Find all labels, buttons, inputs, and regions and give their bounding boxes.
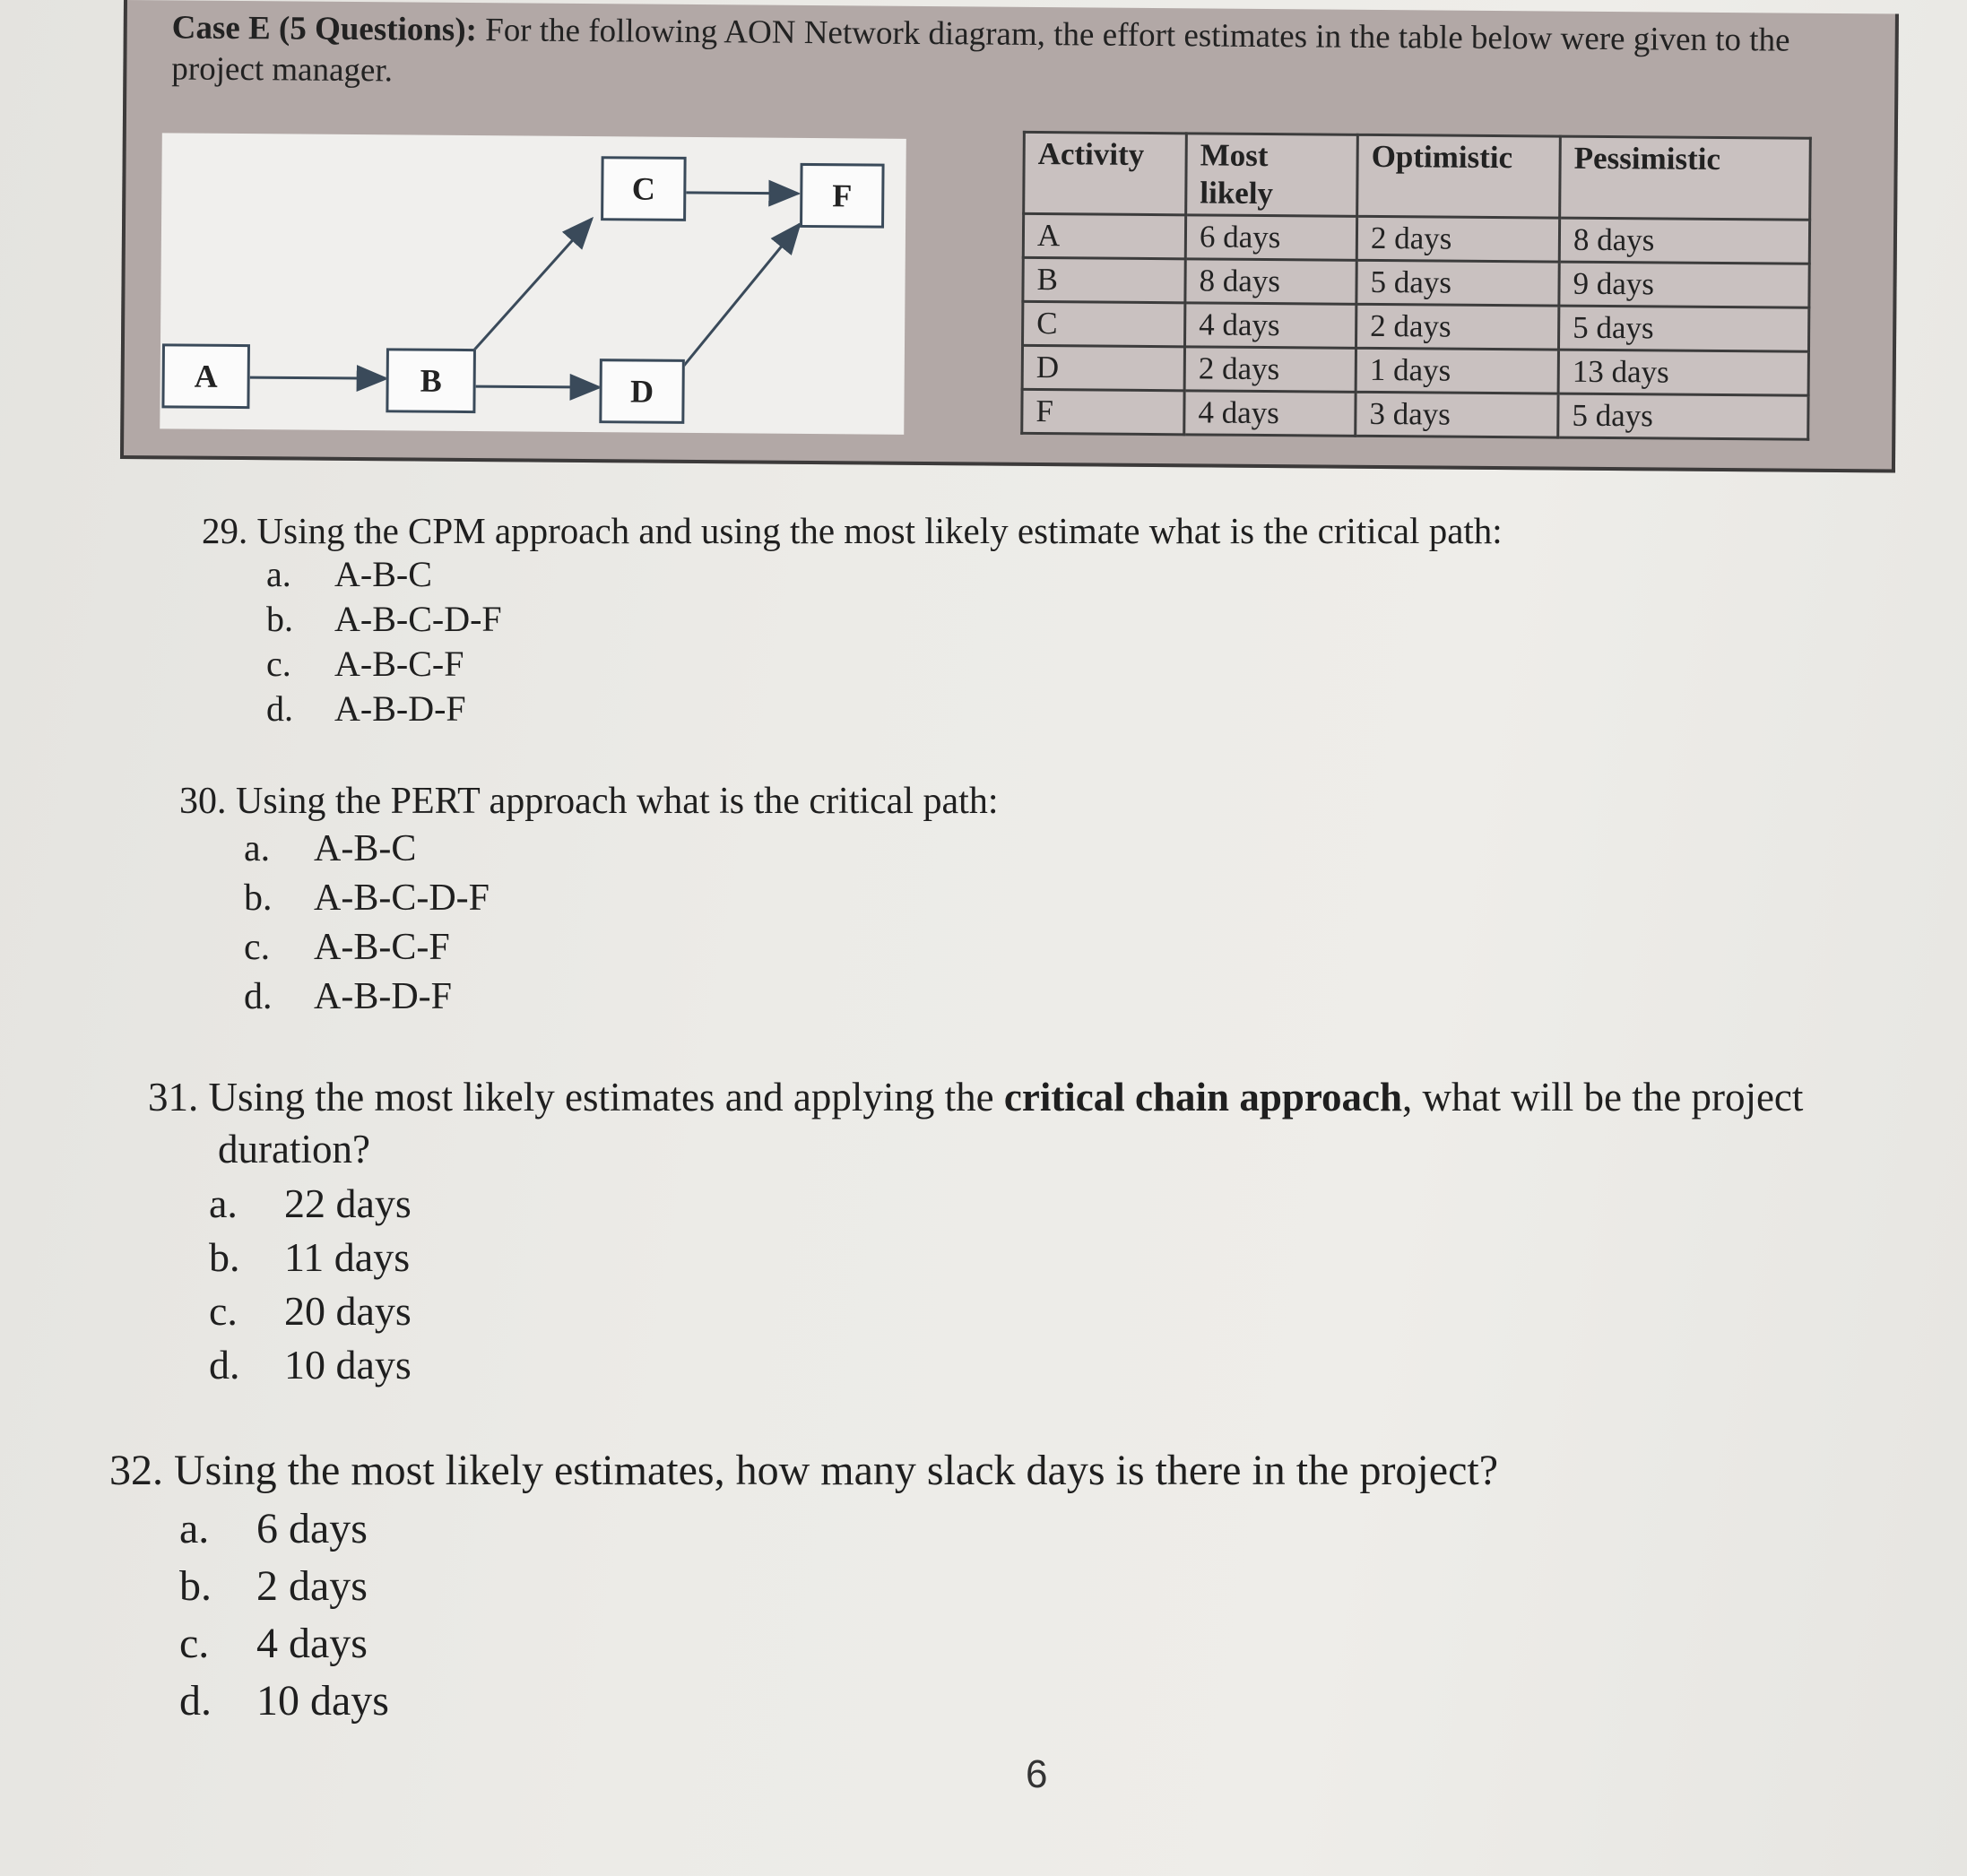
option-text: A-B-C-F: [334, 644, 464, 684]
option-b[interactable]: [266, 597, 1905, 642]
node-d: D: [599, 359, 685, 424]
option-letter: b.: [266, 599, 293, 639]
question-stem: [109, 1443, 1902, 1499]
table-cell: 4 days: [1184, 303, 1356, 348]
question-number: 30.: [179, 781, 227, 822]
question-text-bold: critical chain approach: [1003, 1075, 1403, 1120]
case-title: Case E (5 Questions):: [171, 9, 478, 49]
option-a[interactable]: [209, 1177, 1950, 1231]
page-number: 6: [1026, 1752, 1048, 1796]
option-c[interactable]: [266, 642, 1905, 687]
header-most-likely: Most likely: [1186, 134, 1358, 216]
option-list: [266, 552, 1905, 731]
question-number: 31.: [148, 1075, 199, 1120]
option-text: 4 days: [256, 1620, 368, 1667]
question-31: [148, 1071, 1950, 1392]
table-cell: 2 days: [1356, 304, 1558, 350]
option-letter: a.: [179, 1505, 210, 1552]
header-optimistic: Optimistic: [1357, 134, 1561, 218]
option-letter: b.: [209, 1234, 240, 1280]
arrow-c-f: [686, 193, 798, 194]
option-text: A-B-D-F: [334, 688, 466, 729]
option-text: A-B-C-D-F: [314, 877, 490, 919]
option-text: A-B-C: [314, 828, 417, 869]
arrow-b-c: [470, 218, 592, 356]
option-letter: c.: [179, 1620, 210, 1667]
option-letter: d.: [179, 1677, 212, 1725]
table-cell: A: [1023, 213, 1185, 258]
node-b: B: [386, 348, 476, 413]
table-row: [1023, 301, 1809, 351]
option-letter: a.: [209, 1180, 238, 1226]
table-row: [1023, 257, 1809, 307]
option-text: 10 days: [256, 1677, 389, 1725]
table-cell: D: [1022, 345, 1184, 390]
question-text: Using the PERT approach what is the critical path:: [236, 781, 999, 822]
table-cell: 5 days: [1356, 260, 1559, 306]
arrow-d-f: [680, 223, 800, 371]
table-cell: 4 days: [1184, 391, 1356, 436]
option-d[interactable]: [209, 1338, 1950, 1392]
node-a: A: [161, 343, 250, 409]
option-c[interactable]: [179, 1615, 1902, 1673]
option-text: A-B-C-D-F: [334, 599, 502, 639]
option-a[interactable]: [266, 552, 1905, 597]
table-cell: 8 days: [1559, 218, 1809, 264]
option-text: 20 days: [284, 1288, 412, 1334]
table-header-row: [1024, 132, 1811, 220]
table-cell: C: [1023, 301, 1185, 346]
node-f: F: [800, 163, 885, 229]
option-text: 2 days: [256, 1562, 368, 1610]
table-cell: 9 days: [1559, 262, 1809, 307]
question-stem: [179, 780, 1883, 823]
diagram-arrows: [160, 133, 906, 435]
table-row: [1023, 213, 1809, 264]
case-intro-text: For the following AON Network diagram, the effort estimates in the table below were given to the project manager.: [171, 12, 1790, 90]
option-text: A-B-C: [334, 554, 432, 594]
case-intro: [171, 7, 1840, 103]
table-cell: 13 days: [1558, 350, 1808, 395]
option-letter: a.: [266, 554, 291, 594]
table-cell: 3 days: [1356, 392, 1558, 437]
table-cell: 1 days: [1356, 348, 1558, 393]
option-c[interactable]: [209, 1284, 1950, 1338]
question-text: Using the CPM approach and using the most likely estimate what is the critical path:: [256, 510, 1503, 551]
arrow-b-d: [476, 386, 600, 387]
question-30: [179, 780, 1883, 1022]
table-cell: 2 days: [1356, 216, 1559, 262]
table-cell: F: [1022, 389, 1184, 434]
question-text-before: Using the most likely estimates and applying the: [208, 1075, 994, 1120]
option-text: 6 days: [256, 1505, 368, 1552]
option-list: [209, 1177, 1950, 1392]
option-text: A-B-C-F: [314, 927, 450, 968]
question-stem: [202, 509, 1905, 552]
table-cell: B: [1023, 257, 1185, 302]
option-d[interactable]: [244, 973, 1883, 1022]
option-letter: c.: [209, 1288, 238, 1334]
option-letter: a.: [244, 828, 271, 869]
option-b[interactable]: [244, 874, 1883, 923]
table-cell: 5 days: [1558, 306, 1808, 351]
option-a[interactable]: [244, 825, 1883, 874]
option-letter: d.: [244, 976, 273, 1017]
option-text: 22 days: [284, 1180, 412, 1226]
arrow-a-b: [250, 377, 386, 378]
option-b[interactable]: [179, 1558, 1902, 1615]
header-pessimistic: Pessimistic: [1560, 136, 1811, 220]
option-d[interactable]: [179, 1673, 1902, 1730]
aon-network-diagram: [160, 133, 906, 435]
case-box: [120, 0, 1899, 473]
table-row: [1022, 389, 1808, 439]
question-text: Using the most likely estimates, how many slack days is there in the project?: [174, 1447, 1499, 1494]
header-activity: Activity: [1024, 132, 1187, 214]
question-number: 29.: [202, 510, 248, 551]
option-text: 10 days: [284, 1342, 412, 1388]
option-c[interactable]: [244, 923, 1883, 973]
question-number: 32.: [109, 1447, 163, 1494]
option-letter: b.: [179, 1562, 212, 1610]
option-letter: b.: [244, 877, 273, 919]
option-list: [179, 1500, 1902, 1730]
option-letter: d.: [266, 688, 293, 729]
option-letter: d.: [209, 1342, 240, 1388]
option-letter: c.: [244, 927, 271, 968]
question-29: [202, 509, 1905, 731]
option-letter: c.: [266, 644, 291, 684]
option-list: [244, 825, 1883, 1022]
option-text: A-B-D-F: [314, 976, 452, 1017]
question-text-after: , what will be the project duration?: [218, 1075, 1804, 1171]
table-cell: 8 days: [1185, 259, 1356, 304]
table-row: [1022, 345, 1808, 395]
option-text: 11 days: [284, 1234, 411, 1280]
table-cell: 6 days: [1185, 215, 1356, 260]
option-d[interactable]: [266, 687, 1905, 731]
table-cell: 5 days: [1558, 393, 1808, 439]
node-c: C: [601, 156, 687, 221]
estimates-table: [1020, 131, 1812, 441]
question-stem: [148, 1071, 1950, 1175]
question-32: [109, 1443, 1902, 1730]
option-b[interactable]: [209, 1231, 1950, 1284]
option-a[interactable]: [179, 1500, 1902, 1558]
table-cell: 2 days: [1184, 347, 1356, 392]
